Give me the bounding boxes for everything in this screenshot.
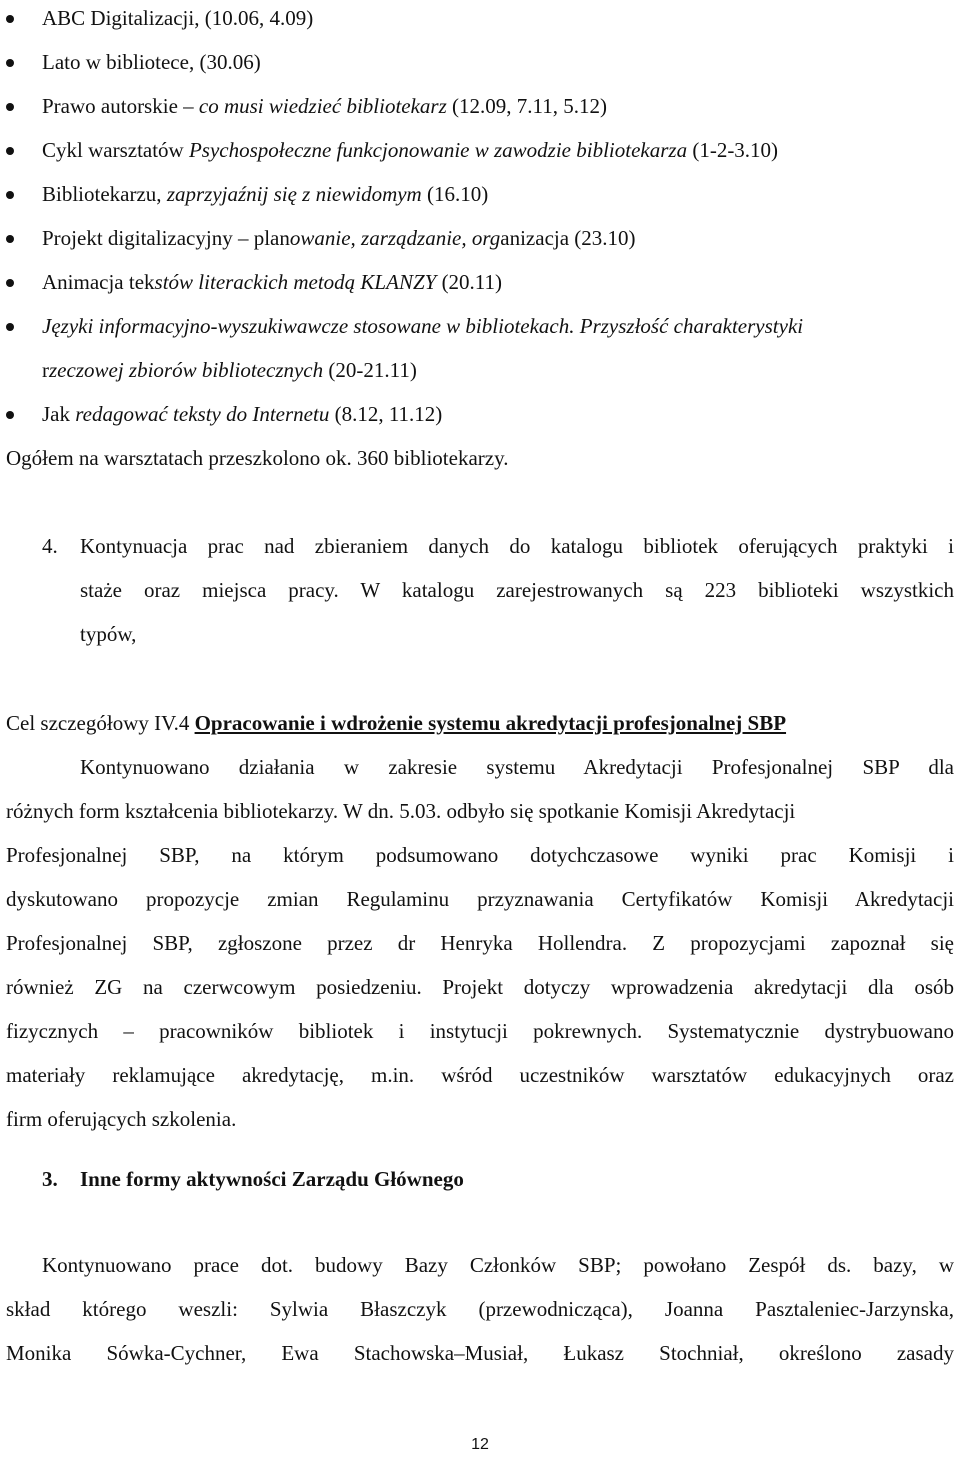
paragraph-line: Kontynuowano prace dot. budowy Bazy Członków SBP; powołano Zespół ds. bazy, w: [42, 1253, 954, 1277]
paragraph-line: różnych form kształcenia bibliotekarzy. W dn. 5.03. odbyło się spotkanie Komisji Akredytacji: [6, 799, 796, 823]
bullet-item-continuation: rzeczowej zbiorów bibliotecznych (20-21.11): [42, 358, 417, 382]
bullet-item: Lato w bibliotece, (30.06): [42, 50, 261, 74]
point-text-line: staże oraz miejsca pracy. W katalogu zarejestrowanych są 223 biblioteki wszystkich: [80, 578, 954, 602]
point-text-line: Kontynuacja prac nad zbieraniem danych do katalogu bibliotek oferujących praktyki i: [80, 534, 954, 558]
point-text-line: typów,: [80, 622, 137, 646]
paragraph-line: Profesjonalnej SBP, na którym podsumowano dotychczasowe wyniki prac Komisji i: [6, 843, 954, 867]
bullet-dot: [6, 323, 14, 331]
summary-text: Ogółem na warsztatach przeszkolono ok. 360 bibliotekarzy.: [6, 446, 509, 470]
bullet-dot: [6, 59, 14, 67]
paragraph-line: również ZG na czerwcowym posiedzeniu. Projekt dotyczy wprowadzenia akredytacji dla osób: [6, 975, 954, 999]
bullet-item: ABC Digitalizacji, (10.06, 4.09): [42, 6, 314, 30]
bullet-dot: [6, 191, 14, 199]
bullet-item: Prawo autorskie – co musi wiedzieć bibliotekarz (12.09, 7.11, 5.12): [42, 94, 607, 118]
bullet-dot: [6, 279, 14, 287]
bullet-dot: [6, 103, 14, 111]
paragraph-line: Kontynuowano działania w zakresie systemu Akredytacji Profesjonalnej SBP dla: [80, 755, 954, 779]
bullet-item: Projekt digitalizacyjny – planowanie, zarządzanie, organizacja (23.10): [42, 226, 636, 250]
bullet-dot: [6, 235, 14, 243]
bullet-item: Animacja tekstów literackich metodą KLANZY (20.11): [42, 270, 503, 294]
goal-heading: Cel szczegółowy IV.4 Opracowanie i wdrożenie systemu akredytacji profesjonalnej SBP: [6, 711, 787, 735]
paragraph-line: fizycznych – pracowników bibliotek i instytucji pokrewnych. Systematycznie dystrybuowano: [6, 1019, 954, 1043]
section-heading: 3.: [42, 1167, 58, 1191]
paragraph-line: skład którego weszli: Sylwia Błaszczyk (przewodnicząca), Joanna Pasztaleniec-Jarzynska,: [6, 1297, 954, 1321]
paragraph-line: Profesjonalnej SBP, zgłoszone przez dr Henryka Hollendra. Z propozycjami zapoznał się: [6, 931, 954, 955]
bullet-item: Bibliotekarzu, zaprzyjaźnij się z niewidomym (16.10): [42, 182, 489, 206]
paragraph-line: materiały reklamujące akredytację, m.in. wśród uczestników warsztatów edukacyjnych oraz: [6, 1063, 954, 1087]
bullet-dot: [6, 15, 14, 23]
paragraph-line: dyskutowano propozycje zmian Regulaminu przyznawania Certyfikatów Komisji Akredytacji: [6, 887, 954, 911]
bullet-item: Jak redagować teksty do Internetu (8.12, 11.12): [42, 402, 443, 426]
page-number: 12: [471, 1436, 489, 1453]
point-number: 4.: [42, 534, 58, 558]
paragraph-line: Monika Sówka-Cychner, Ewa Stachowska–Musiał, Łukasz Stochniał, określono zasady: [6, 1341, 954, 1365]
bullet-item: Cykl warsztatów Psychospołeczne funkcjonowanie w zawodzie bibliotekarza (1-2-3.10): [42, 138, 779, 162]
bullet-dot: [6, 411, 14, 419]
section-heading-title: Inne formy aktywności Zarządu Głównego: [80, 1167, 464, 1191]
bullet-dot: [6, 147, 14, 155]
bullet-item: Języki informacyjno-wyszukiwawcze stosowane w bibliotekach. Przyszłość charakterystyki: [42, 314, 804, 338]
paragraph-line: firm oferujących szkolenia.: [6, 1107, 237, 1131]
